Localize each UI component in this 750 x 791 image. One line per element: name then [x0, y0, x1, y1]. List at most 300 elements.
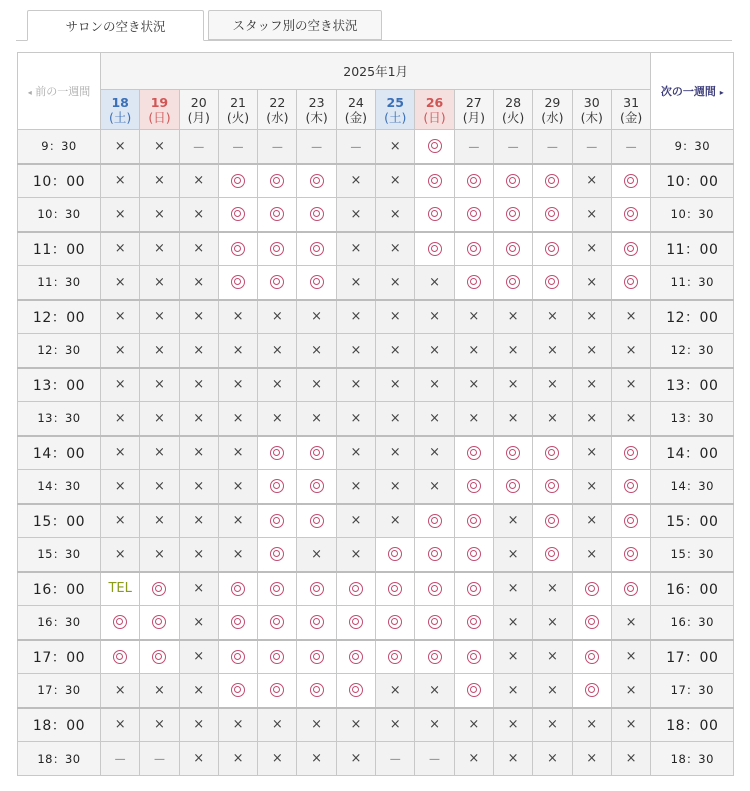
slot-available[interactable] [218, 572, 257, 606]
slot-available[interactable] [218, 164, 257, 198]
double-circle-icon [310, 207, 324, 221]
double-circle-icon [152, 615, 166, 629]
slot-available[interactable] [493, 266, 532, 300]
time-label-right: 11：00 [651, 232, 734, 266]
slot-available[interactable] [140, 640, 179, 674]
day-weekday: (月) [187, 109, 210, 125]
double-circle-icon [310, 582, 324, 596]
double-circle-icon [467, 242, 481, 256]
slot-full: × [297, 742, 336, 776]
slot-full: × [336, 232, 375, 266]
slot-tel[interactable]: TEL [101, 572, 140, 606]
slot-available[interactable] [533, 538, 572, 572]
slot-full: × [258, 368, 297, 402]
double-circle-icon [270, 479, 284, 493]
slot-available[interactable] [415, 504, 454, 538]
slot-available[interactable] [611, 232, 650, 266]
double-circle-icon [349, 683, 363, 697]
time-label-right: 13：30 [651, 402, 734, 436]
slot-available[interactable] [336, 674, 375, 708]
slot-available[interactable] [297, 164, 336, 198]
slot-available[interactable] [533, 198, 572, 232]
day-header [454, 90, 493, 130]
slot-available[interactable] [415, 198, 454, 232]
slot-closed: － [179, 130, 218, 164]
double-circle-icon [231, 650, 245, 664]
tab-salon-availability[interactable]: サロンの空き状況 [27, 10, 204, 41]
slot-full: × [493, 708, 532, 742]
slot-available[interactable] [572, 572, 611, 606]
slot-available[interactable] [572, 606, 611, 640]
slot-available[interactable] [533, 232, 572, 266]
slot-closed: － [297, 130, 336, 164]
slot-available[interactable] [218, 640, 257, 674]
double-circle-icon [467, 446, 481, 460]
slot-full: × [533, 742, 572, 776]
slot-available[interactable] [336, 572, 375, 606]
slot-available[interactable] [258, 266, 297, 300]
time-label-right: 15：30 [651, 538, 734, 572]
availability-table [17, 52, 734, 776]
slot-available[interactable] [611, 504, 650, 538]
slot-full: × [415, 266, 454, 300]
slot-full: × [611, 640, 650, 674]
slot-available[interactable] [101, 606, 140, 640]
slot-available[interactable] [611, 572, 650, 606]
slot-full: × [611, 606, 650, 640]
slot-full: × [218, 436, 257, 470]
slot-available[interactable] [415, 606, 454, 640]
slot-full: × [572, 742, 611, 776]
slot-full: × [101, 164, 140, 198]
slot-available[interactable] [297, 266, 336, 300]
time-label-right: 13：00 [651, 368, 734, 402]
slot-full: × [179, 572, 218, 606]
day-date: 25 [386, 94, 404, 110]
slot-full: × [376, 708, 415, 742]
slot-full: × [611, 300, 650, 334]
double-circle-icon [506, 174, 520, 188]
slot-full: × [101, 198, 140, 232]
day-date: 18 [111, 94, 129, 110]
slot-full: × [336, 300, 375, 334]
day-header [376, 90, 415, 130]
slot-available[interactable] [454, 674, 493, 708]
day-date: 24 [347, 94, 364, 110]
slot-closed: － [101, 742, 140, 776]
slot-full: × [140, 470, 179, 504]
time-slot-row [18, 232, 734, 266]
double-circle-icon [624, 275, 638, 289]
slot-full: × [493, 334, 532, 368]
slot-full: × [572, 708, 611, 742]
double-circle-icon [545, 446, 559, 460]
slot-available[interactable] [454, 538, 493, 572]
slot-full: × [611, 742, 650, 776]
slot-available[interactable] [258, 436, 297, 470]
slot-full: × [572, 266, 611, 300]
double-circle-icon [388, 650, 402, 664]
slot-full: × [101, 334, 140, 368]
time-label-right: 18：00 [651, 708, 734, 742]
day-weekday: (木) [580, 109, 603, 125]
double-circle-icon [506, 207, 520, 221]
day-date: 23 [308, 94, 325, 110]
time-label-right: 18：30 [651, 742, 734, 776]
slot-available[interactable] [258, 572, 297, 606]
next-week-cell [651, 53, 734, 130]
time-label-right: 10：00 [651, 164, 734, 198]
slot-available[interactable] [376, 640, 415, 674]
slot-full: × [218, 504, 257, 538]
slot-available[interactable] [297, 198, 336, 232]
double-circle-icon [310, 446, 324, 460]
slot-full: × [101, 402, 140, 436]
slot-full: × [179, 606, 218, 640]
slot-available[interactable] [415, 232, 454, 266]
slot-available[interactable] [258, 640, 297, 674]
slot-full: × [336, 538, 375, 572]
slot-full: × [376, 470, 415, 504]
slot-available[interactable] [572, 674, 611, 708]
slot-available[interactable] [101, 640, 140, 674]
double-circle-icon [506, 275, 520, 289]
slot-available[interactable] [533, 436, 572, 470]
slot-full: × [376, 198, 415, 232]
time-slot-row [18, 674, 734, 708]
slot-available[interactable] [258, 232, 297, 266]
slot-available[interactable] [218, 198, 257, 232]
day-date: 28 [505, 94, 522, 110]
slot-available[interactable] [415, 640, 454, 674]
slot-available[interactable] [493, 470, 532, 504]
slot-full: × [533, 334, 572, 368]
slot-available[interactable] [611, 436, 650, 470]
time-label-left: 15：00 [18, 504, 101, 538]
time-label-right: 15：00 [651, 504, 734, 538]
slot-full: × [493, 538, 532, 572]
time-slot-row [18, 538, 734, 572]
double-circle-icon [624, 446, 638, 460]
slot-full: × [140, 198, 179, 232]
tab-staff-availability[interactable]: スタッフ別の空き状況 [208, 10, 382, 40]
double-circle-icon [467, 582, 481, 596]
slot-available[interactable] [297, 572, 336, 606]
slot-closed: － [376, 742, 415, 776]
slot-available[interactable] [258, 606, 297, 640]
double-circle-icon [467, 479, 481, 493]
slot-available[interactable] [415, 538, 454, 572]
slot-available[interactable] [454, 436, 493, 470]
time-label-left: 17：30 [18, 674, 101, 708]
time-label-left: 13：00 [18, 368, 101, 402]
slot-available[interactable] [415, 572, 454, 606]
time-slot-row [18, 198, 734, 232]
double-circle-icon [428, 650, 442, 664]
slot-available[interactable] [454, 164, 493, 198]
slot-full: × [572, 300, 611, 334]
slot-available[interactable] [336, 640, 375, 674]
slot-closed: － [258, 130, 297, 164]
time-label-left: 18：00 [18, 708, 101, 742]
time-label-right: 17：30 [651, 674, 734, 708]
double-circle-icon [310, 242, 324, 256]
slot-available[interactable] [297, 640, 336, 674]
slot-full: × [533, 606, 572, 640]
day-header [336, 90, 375, 130]
time-slot-row [18, 606, 734, 640]
slot-available[interactable] [454, 232, 493, 266]
slot-available[interactable] [415, 130, 454, 164]
slot-available[interactable] [572, 640, 611, 674]
slot-closed: － [415, 742, 454, 776]
slot-full: × [611, 368, 650, 402]
slot-full: × [493, 640, 532, 674]
slot-available[interactable] [611, 164, 650, 198]
slot-available[interactable] [454, 198, 493, 232]
slot-full: × [611, 708, 650, 742]
slot-full: × [179, 640, 218, 674]
slot-available[interactable] [611, 538, 650, 572]
time-slot-row [18, 708, 734, 742]
double-circle-icon [388, 615, 402, 629]
time-label-right: 16：00 [651, 572, 734, 606]
slot-available[interactable] [454, 470, 493, 504]
double-circle-icon [545, 479, 559, 493]
double-circle-icon [152, 650, 166, 664]
day-weekday: (日) [423, 109, 446, 125]
day-weekday: (土) [384, 109, 407, 125]
slot-full: × [258, 742, 297, 776]
slot-available[interactable] [258, 674, 297, 708]
double-circle-icon [113, 615, 127, 629]
slot-full: × [376, 368, 415, 402]
day-date: 29 [544, 94, 561, 110]
prev-week-cell [18, 53, 101, 130]
slot-available[interactable] [493, 198, 532, 232]
slot-full: × [336, 164, 375, 198]
slot-closed: － [572, 130, 611, 164]
time-label-left: 18：30 [18, 742, 101, 776]
slot-full: × [218, 742, 257, 776]
day-weekday: (水) [266, 109, 289, 125]
double-circle-icon [428, 514, 442, 528]
slot-full: × [179, 708, 218, 742]
slot-full: × [179, 436, 218, 470]
caret-right-icon: ▸ [719, 88, 724, 97]
slot-full: × [101, 300, 140, 334]
day-date: 31 [623, 94, 640, 110]
slot-full: × [533, 300, 572, 334]
slot-available[interactable] [297, 606, 336, 640]
slot-full: × [258, 334, 297, 368]
slot-full: × [101, 130, 140, 164]
slot-available[interactable] [297, 470, 336, 504]
double-circle-icon [428, 174, 442, 188]
time-label-right: 10：30 [651, 198, 734, 232]
slot-full: × [179, 742, 218, 776]
slot-available[interactable] [258, 504, 297, 538]
slot-available[interactable] [493, 164, 532, 198]
time-slot-row [18, 266, 734, 300]
caret-left-icon: ◂ [27, 88, 32, 97]
slot-full: × [493, 368, 532, 402]
slot-available[interactable] [258, 164, 297, 198]
double-circle-icon [467, 547, 481, 561]
slot-available[interactable] [533, 470, 572, 504]
slot-full: × [454, 334, 493, 368]
slot-full: × [493, 300, 532, 334]
slot-available[interactable] [336, 606, 375, 640]
slot-available[interactable] [258, 198, 297, 232]
time-label-left: 16：00 [18, 572, 101, 606]
slot-full: × [101, 266, 140, 300]
slot-available[interactable] [297, 436, 336, 470]
slot-available[interactable] [493, 232, 532, 266]
time-label-right: 12：00 [651, 300, 734, 334]
slot-closed: － [336, 130, 375, 164]
slot-full: × [572, 368, 611, 402]
slot-available[interactable] [533, 266, 572, 300]
slot-full: × [572, 504, 611, 538]
double-circle-icon [585, 650, 599, 664]
time-label-left: 16：30 [18, 606, 101, 640]
double-circle-icon [506, 479, 520, 493]
slot-rows [18, 130, 734, 776]
time-label-right: 11：30 [651, 266, 734, 300]
time-label-left: 13：30 [18, 402, 101, 436]
slot-available[interactable] [218, 674, 257, 708]
slot-full: × [572, 402, 611, 436]
double-circle-icon [428, 242, 442, 256]
slot-full: × [454, 708, 493, 742]
day-weekday: (火) [501, 109, 525, 125]
time-label-right: 17：00 [651, 640, 734, 674]
double-circle-icon [310, 683, 324, 697]
slot-full: × [454, 402, 493, 436]
double-circle-icon [428, 615, 442, 629]
slot-full: × [101, 470, 140, 504]
slot-available[interactable] [533, 504, 572, 538]
slot-full: × [493, 504, 532, 538]
slot-full: × [376, 504, 415, 538]
slot-full: × [376, 402, 415, 436]
slot-available[interactable] [454, 606, 493, 640]
slot-full: × [218, 402, 257, 436]
slot-available[interactable] [415, 164, 454, 198]
slot-available[interactable] [376, 538, 415, 572]
slot-available[interactable] [258, 538, 297, 572]
slot-available[interactable] [297, 674, 336, 708]
slot-full: × [493, 606, 532, 640]
slot-available[interactable] [218, 606, 257, 640]
time-slot-row [18, 470, 734, 504]
slot-full: × [179, 368, 218, 402]
slot-available[interactable] [140, 572, 179, 606]
double-circle-icon [270, 582, 284, 596]
slot-available[interactable] [493, 436, 532, 470]
double-circle-icon [467, 514, 481, 528]
double-circle-icon [428, 582, 442, 596]
slot-full: × [454, 300, 493, 334]
prev-week-link[interactable] [28, 85, 91, 98]
double-circle-icon [585, 582, 599, 596]
slot-full: × [572, 198, 611, 232]
slot-available[interactable] [454, 504, 493, 538]
day-weekday: (土) [109, 109, 132, 125]
slot-full: × [376, 334, 415, 368]
slot-full: × [493, 674, 532, 708]
double-circle-icon [388, 547, 402, 561]
day-date: 22 [269, 94, 286, 110]
time-slot-row [18, 640, 734, 674]
slot-full: × [493, 742, 532, 776]
double-circle-icon [270, 275, 284, 289]
slot-full: × [611, 334, 650, 368]
double-circle-icon [270, 615, 284, 629]
time-slot-row [18, 300, 734, 334]
slot-full: × [140, 708, 179, 742]
slot-available[interactable] [533, 164, 572, 198]
slot-available[interactable] [140, 606, 179, 640]
day-date: 26 [425, 94, 444, 110]
next-week-link[interactable] [661, 85, 724, 98]
slot-full: × [533, 708, 572, 742]
slot-available[interactable] [218, 266, 257, 300]
slot-available[interactable] [218, 232, 257, 266]
slot-available[interactable] [454, 640, 493, 674]
slot-available[interactable] [376, 572, 415, 606]
double-circle-icon [545, 242, 559, 256]
slot-full: × [179, 300, 218, 334]
slot-available[interactable] [611, 470, 650, 504]
slot-full: × [415, 300, 454, 334]
slot-full: × [179, 266, 218, 300]
slot-full: × [533, 674, 572, 708]
double-circle-icon [231, 207, 245, 221]
double-circle-icon [231, 174, 245, 188]
time-label-left: 10：30 [18, 198, 101, 232]
slot-full: × [297, 708, 336, 742]
slot-available[interactable] [297, 232, 336, 266]
double-circle-icon [467, 650, 481, 664]
slot-full: × [376, 164, 415, 198]
day-header [533, 90, 572, 130]
slot-full: × [533, 402, 572, 436]
slot-full: × [101, 674, 140, 708]
double-circle-icon [467, 615, 481, 629]
slot-available[interactable] [376, 606, 415, 640]
slot-available[interactable] [258, 470, 297, 504]
slot-available[interactable] [454, 572, 493, 606]
slot-full: × [533, 368, 572, 402]
time-slot-row [18, 504, 734, 538]
slot-available[interactable] [611, 266, 650, 300]
slot-full: × [218, 708, 257, 742]
double-circle-icon [270, 650, 284, 664]
time-label-left: 12：30 [18, 334, 101, 368]
day-header [218, 90, 257, 130]
slot-full: × [611, 402, 650, 436]
slot-full: × [218, 334, 257, 368]
slot-full: × [572, 538, 611, 572]
slot-available[interactable] [297, 504, 336, 538]
slot-available[interactable] [611, 198, 650, 232]
day-weekday: (木) [305, 109, 328, 125]
slot-closed: － [611, 130, 650, 164]
slot-available[interactable] [454, 266, 493, 300]
slot-full: × [140, 164, 179, 198]
